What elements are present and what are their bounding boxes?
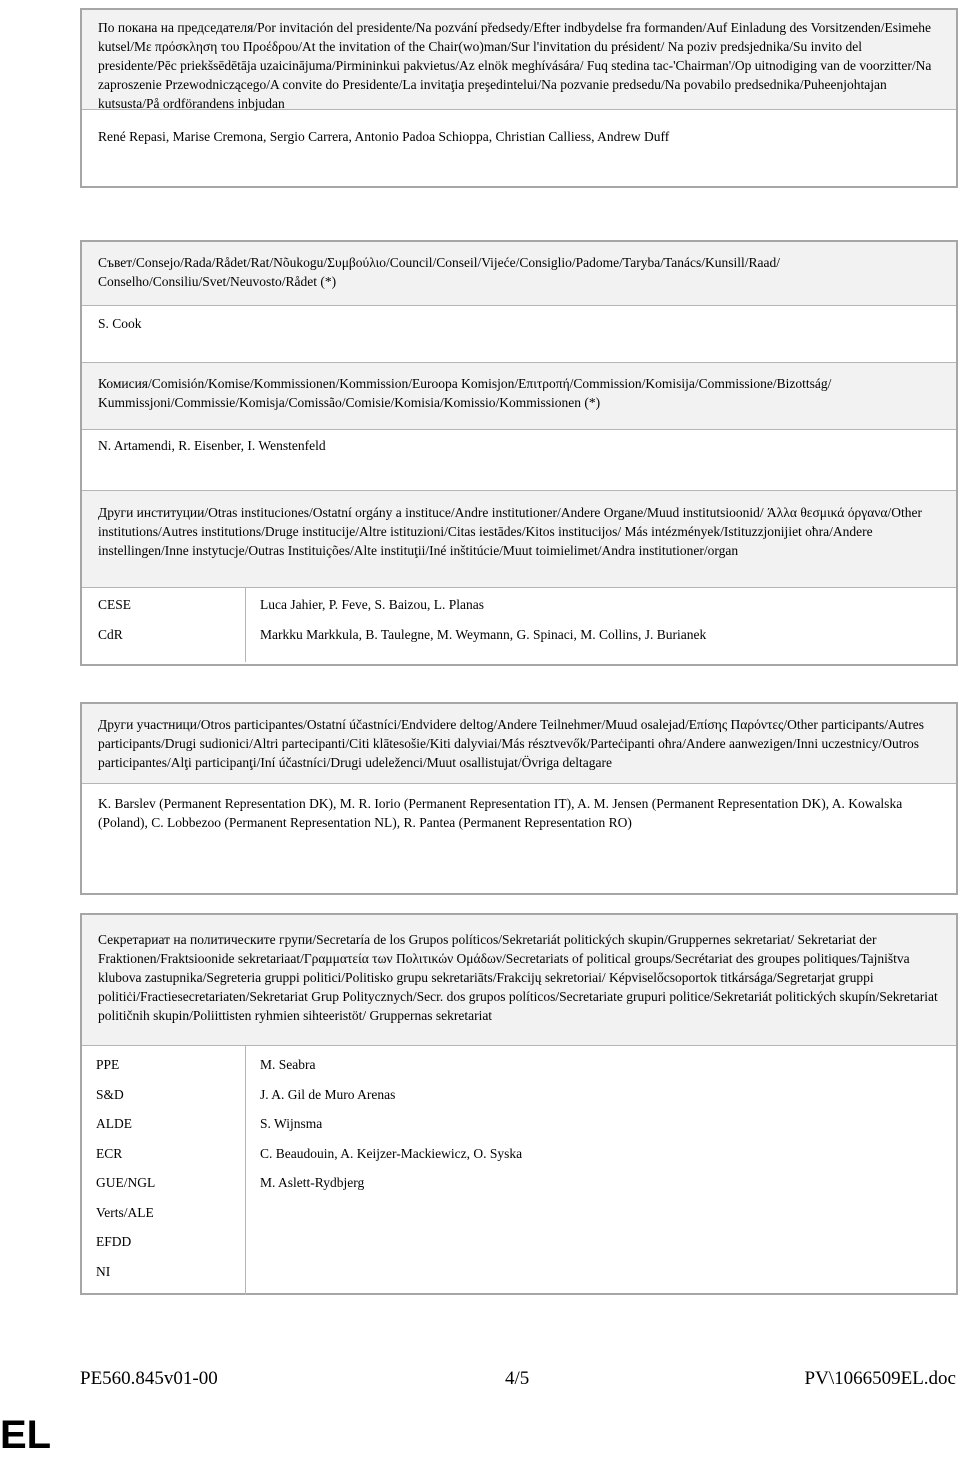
group-verts-ale: Verts/ALE bbox=[96, 1204, 154, 1220]
footer-doc-ref: PE560.845v01-00 bbox=[80, 1368, 218, 1389]
secretariat-table bbox=[82, 1046, 956, 1295]
commission-heading: Комисия/Comisión/Komise/Kommissionen/Kommission/Euroopa Komisjon/Επιτροπή/Commission/Komisija/Commissione/Bizottság/ Kummissjoni/Commissie/Komisja/Comissão/Comisie/Komisia/Komissio/Kommissionen (*) bbox=[82, 362, 956, 430]
group-gue-ngl: GUE/NGL bbox=[96, 1175, 156, 1190]
ppe-names: M. Seabra bbox=[260, 1057, 316, 1072]
cdr-names: Markku Markkula, B. Taulegne, M. Weymann, G. Spinaci, M. Collins, J. Burianek bbox=[260, 626, 707, 642]
institutions-section bbox=[80, 240, 958, 666]
language-code: EL bbox=[0, 1413, 52, 1457]
org-cese: CESE bbox=[98, 597, 132, 612]
org-cdr: CdR bbox=[98, 626, 123, 642]
institutions-names-column bbox=[246, 588, 956, 662]
gue-ngl-names: M. Aslett-Rydbjerg bbox=[260, 1175, 365, 1190]
group-ecr: ECR bbox=[96, 1145, 123, 1161]
group-efdd: EFDD bbox=[96, 1234, 132, 1249]
footer-file-ref: PV\1066509EL.doc bbox=[804, 1368, 956, 1389]
group-alde: ALDE bbox=[96, 1116, 132, 1131]
group-ni: NI bbox=[96, 1263, 111, 1279]
chair-heading: По покана на председателя/Por invitación del presidente/Na pozvání předsedy/Efter indbydelse fra formanden/Auf Einladung des Vorsitzenden/Esimehe kutsel/Με πρόσκληση του Προέδρου/At the invitation of the Chair(wo)man/Sur l'invitation du président/ Na poziv predsjednika/Su invito del presidente/Pēc priekšsēdētāja uzaicinājuma/Pirmininkui pakvietus/Az elnök meghívására/ Fuq stedina tac-'Chairman'/Op uitnodiging van de voorzitter/Na zaproszenie Przewodniczącego/A convite do Presidente/La invitaţia preşedintelui/Na pozvanie predsedu/Na povabilo predsednika/Puheenjohtajan kutsusta/På ordförandens inbjudan bbox=[82, 10, 956, 110]
ecr-names: C. Beaudouin, A. Keijzer-Mackiewicz, O. Syska bbox=[260, 1145, 523, 1161]
chair-names: René Repasi, Marise Cremona, Sergio Carrera, Antonio Padoa Schioppa, Christian Calliess, Andrew Duff bbox=[98, 129, 670, 144]
groups-column bbox=[82, 1046, 246, 1295]
cese-names: Luca Jahier, P. Feve, S. Baizou, L. Planas bbox=[260, 597, 485, 612]
secretariat-heading: Секретариат на политическите групи/Secretaría de los Grupos políticos/Sekretariát politických skupin/Gruppernes sekretariat/ Sekretariat der Fraktionen/Fraktsioonide sekretariaat/Γραμματεία των Πολιτικών Ομάδων/Secretariats of political groups/Secrétariat des groupes politiques/Tajništva klubova zastupnika/Segreteria gruppi politici/Politisko grupu sekretariāts/Frakcijų sekretoriai/ Képviselőcsoportok titkársága/Segretarjat gruppi politiċi/Fractiesecretariaten/Sekretariat Grup Politycznych/Secr. dos grupos políticos/Secretariate grupuri politice/Sekretariát politických skupín/Sekretariat političnih skupin/Poliittisten ryhmien sihteeristöt/ Gruppernas sekretariat bbox=[82, 915, 956, 1046]
group-sd: S&D bbox=[96, 1086, 124, 1102]
group-ppe: PPE bbox=[96, 1057, 120, 1072]
chair-section bbox=[80, 8, 958, 188]
institutions-table bbox=[82, 588, 956, 662]
sd-names: J. A. Gil de Muro Arenas bbox=[260, 1086, 396, 1102]
institutions-org-column bbox=[82, 588, 246, 662]
participants-section bbox=[80, 702, 958, 895]
other-institutions-heading: Други институции/Otras instituciones/Ostatní orgány a instituce/Andre institutioner/Andere Organe/Muud institutsioonid/ Άλλα θεσμικά όργανα/Other institutions/Autres institutions/Druge institucije/Altre istituzioni/Citas iestādes/Kitos institucijos/ Más intézmények/Istituzzjonijiet oħra/Andere instellingen/Inne instytucje/Outras Instituições/Alte instituţii/Iné inštitúcie/Muut toimielimet/Andra institutioner/organ bbox=[82, 490, 956, 588]
council-heading: Съвет/Consejo/Rada/Rådet/Rat/Nõukogu/Συμβούλιο/Council/Conseil/Vijeće/Consiglio/Padome/Taryba/Tanács/Kunsill/Raad/ Conselho/Consiliu/Svet/Neuvosto/Rådet (*) bbox=[82, 242, 956, 306]
secretariat-section bbox=[80, 913, 958, 1295]
participants-names: K. Barslev (Permanent Representation DK), M. R. Iorio (Permanent Representation IT), A. M. Jensen (Permanent Representation DK), A. Kowalska (Poland), C. Lobbezoo (Permanent Representation NL), R. Pantea (Permanent Representation RO) bbox=[98, 796, 903, 830]
commission-names: N. Artamendi, R. Eisenber, I. Wenstenfeld bbox=[98, 438, 326, 453]
council-names: S. Cook bbox=[98, 316, 142, 331]
footer-page-number: 4/5 bbox=[505, 1368, 530, 1389]
participants-heading: Други участници/Otros participantes/Ostatní účastníci/Endvidere deltog/Andere Teilnehmer/Muud osalejad/Επίσης Παρόντες/Other participants/Autres participants/Drugi sudionici/Altri partecipanti/Citi klātesošie/Kiti dalyviai/Más résztvevők/Parteċipanti oħra/Andere aanwezigen/Inni uczestnicy/Outros participantes/Alţi participanţi/Iní účastníci/Drugi udeleženci/Muut osallistujat/Övriga deltagare bbox=[82, 704, 956, 784]
secretariat-names-column bbox=[246, 1046, 956, 1295]
alde-names: S. Wijnsma bbox=[260, 1116, 323, 1131]
